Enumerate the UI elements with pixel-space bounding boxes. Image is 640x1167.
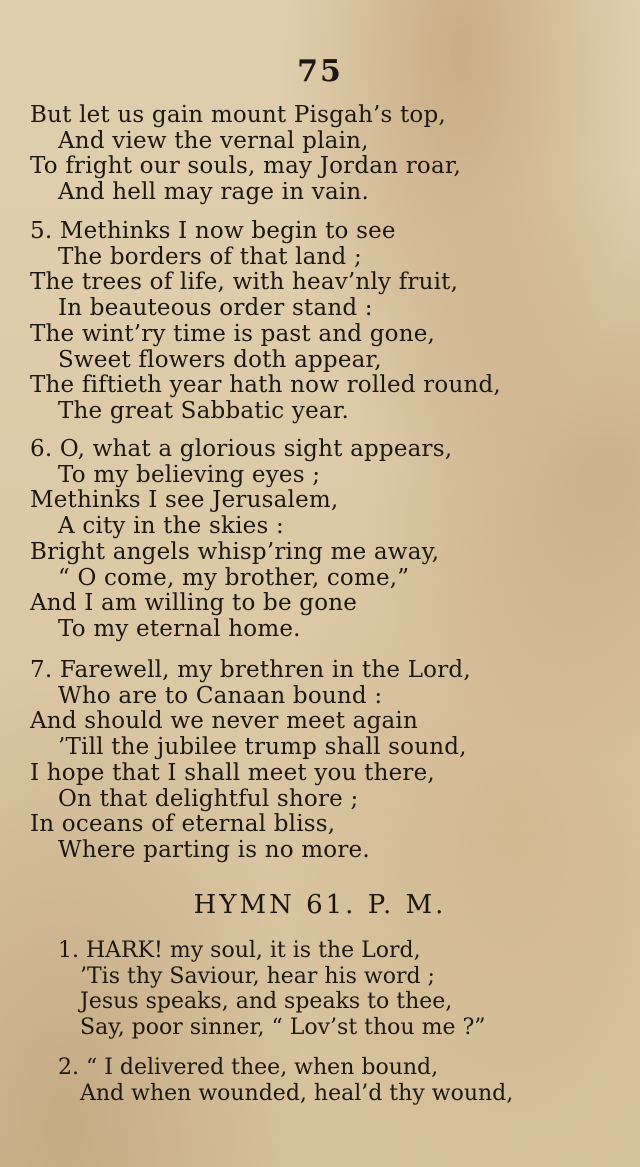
- verse-line: The fiftieth year hath now rolled round,: [30, 372, 501, 399]
- verse-line: 6. O, what a glorious sight appears,: [30, 436, 453, 462]
- hymn-line: ’Tis thy Saviour, hear his word ;: [80, 963, 435, 989]
- hymn-line: Jesus speaks, and speaks to thee,: [80, 989, 453, 1014]
- verse-line: And view the vernal plain,: [58, 127, 369, 154]
- verse-7: [30, 658, 620, 864]
- verse-line: To my believing eyes ;: [58, 461, 321, 488]
- verse-continued: [30, 103, 620, 206]
- verse-line: And I am willing to be gone: [30, 590, 358, 617]
- verse-line: Where parting is no more.: [58, 836, 370, 863]
- verse-line: The trees of life, with heav’nly fruit,: [30, 269, 459, 296]
- hymn-title: HYMN 61. P. M.: [193, 890, 447, 920]
- verse-line: And should we never meet again: [30, 708, 418, 735]
- verse-line: “ O come, my brother, come,”: [58, 564, 410, 591]
- verse-line: On that delightful shore ;: [58, 785, 359, 812]
- verse-line: Sweet flowers doth appear,: [58, 346, 382, 373]
- verse-line: A city in the skies :: [58, 513, 284, 540]
- verse-line: The wint’ry time is past and gone,: [30, 320, 436, 347]
- hymn-line: 1. HARK! my soul, it is the Lord,: [58, 938, 421, 963]
- verse-line: In beauteous order stand :: [58, 295, 373, 322]
- page-number: 75: [297, 54, 343, 89]
- verse-5: [30, 219, 620, 425]
- verse-line: In oceans of eternal bliss,: [30, 811, 336, 838]
- verse-line: Methinks I see Jerusalem,: [30, 487, 339, 514]
- verse-line: 5. Methinks I now begin to see: [30, 218, 396, 244]
- hymn-line: Say, poor sinner, “ Lov’st thou me ?”: [80, 1014, 486, 1040]
- hymn-verse-2: [58, 1055, 628, 1106]
- verse-line: I hope that I shall meet you there,: [30, 759, 435, 786]
- hymn-line: 2. “ I delivered thee, when bound,: [58, 1055, 439, 1080]
- verse-line: 7. Farewell, my brethren in the Lord,: [30, 657, 471, 683]
- verse-6: [30, 437, 620, 643]
- verse-line: To my eternal home.: [58, 615, 301, 642]
- verse-line: The great Sabbatic year.: [58, 397, 349, 424]
- verse-line: The borders of that land ;: [58, 243, 362, 270]
- verse-line: ’Till the jubilee trump shall sound,: [58, 734, 467, 761]
- verse-line: To fright our souls, may Jordan roar,: [30, 153, 462, 180]
- hymn-verse-1: [58, 938, 628, 1040]
- verse-line: Who are to Canaan bound :: [58, 682, 383, 709]
- verse-line: But let us gain mount Pisgah’s top,: [30, 102, 446, 128]
- verse-line: And hell may rage in vain.: [58, 179, 369, 206]
- hymn-line: And when wounded, heal’d thy wound,: [80, 1080, 514, 1106]
- verse-line: Bright angels whisp’ring me away,: [30, 538, 440, 565]
